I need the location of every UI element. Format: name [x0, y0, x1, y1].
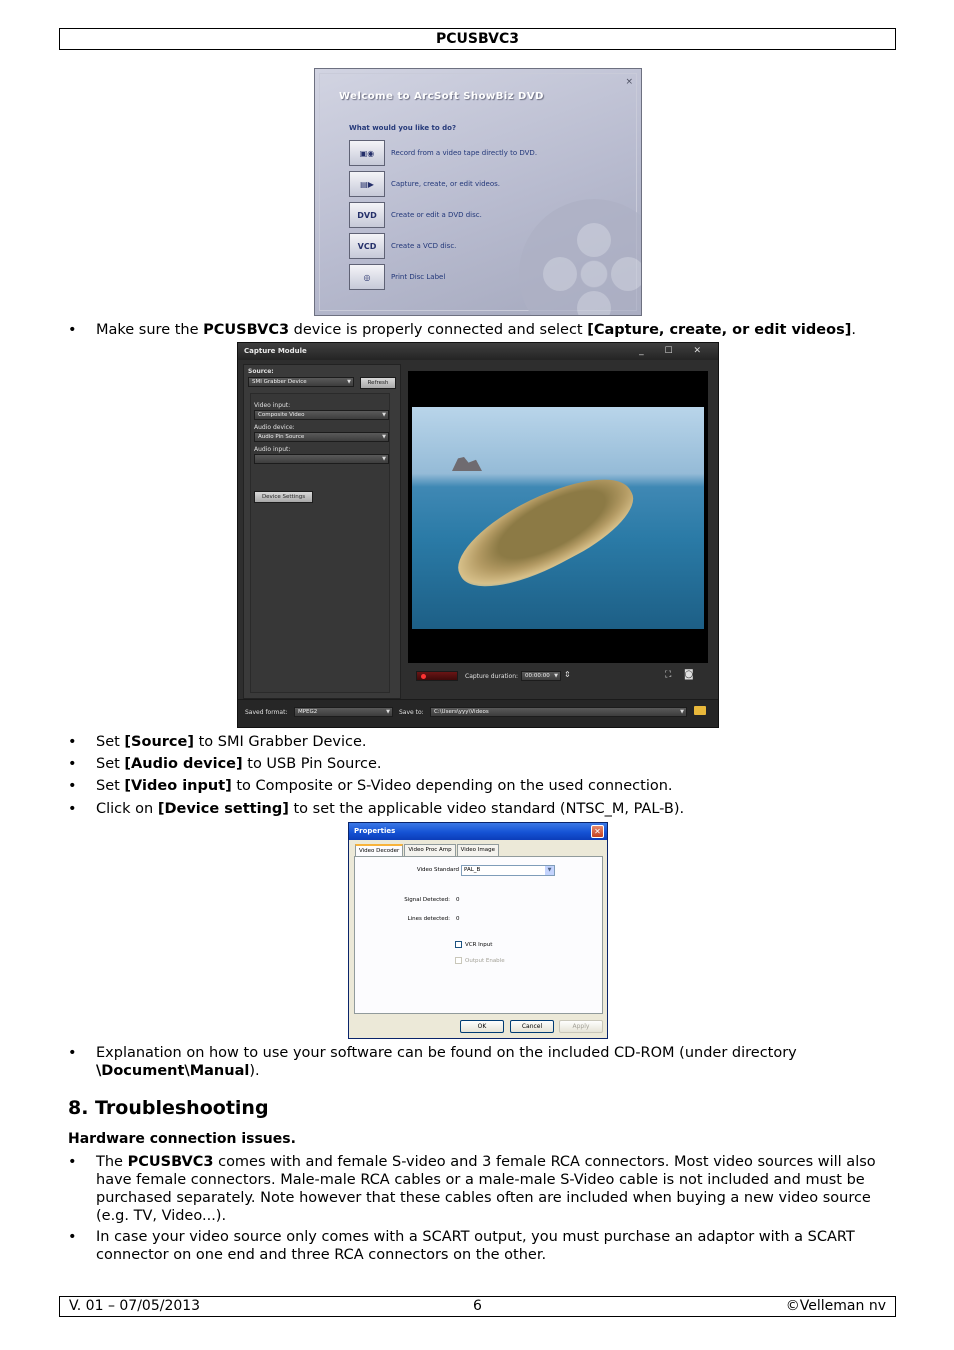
text-run: to SMI Grabber Device.	[193, 734, 367, 750]
audio-input-label: Audio input:	[254, 446, 291, 453]
option-capture[interactable]	[349, 171, 500, 197]
text-run: device is properly connected and select	[289, 322, 588, 338]
signal-detected-value: 0	[456, 897, 460, 903]
tab-video-decoder[interactable]: Video Decoder	[355, 844, 403, 856]
text-run: Set	[96, 756, 125, 772]
text-run: to set the applicable video standard (NTSC_M, PAL-B).	[288, 801, 685, 817]
list-item-text	[96, 755, 896, 773]
option-label: Create or edit a DVD disc.	[391, 211, 482, 219]
text-run: .	[851, 322, 856, 338]
video-tape-icon: ▣◉	[349, 140, 385, 166]
text-run: Set	[96, 778, 125, 794]
refresh-button[interactable]: Refresh	[360, 377, 396, 389]
output-enable-label: Output Enable	[465, 957, 505, 964]
capture-duration-label: Capture duration:	[465, 673, 519, 680]
welcome-question: What would you like to do?	[349, 124, 457, 132]
text-run: to USB Pin Source.	[242, 756, 382, 772]
bold-text: [Device setting]	[157, 801, 289, 817]
output-enable-checkbox	[455, 957, 505, 964]
text-run: Set	[96, 734, 125, 750]
cancel-button[interactable]: Cancel	[510, 1020, 554, 1033]
text-run: Click on	[96, 801, 158, 817]
window-buttons[interactable]: _ ☐ ✕	[639, 346, 710, 356]
text-run: ).	[249, 1063, 260, 1079]
signal-detected-label: Signal Detected:	[404, 897, 450, 903]
tab-video-image[interactable]: Video Image	[457, 844, 499, 856]
source-select[interactable]: SMI Grabber Device ▼	[248, 377, 354, 387]
save-to-label: Save to:	[399, 709, 424, 716]
section-title: 8. Troubleshooting	[68, 1097, 269, 1119]
welcome-title: Welcome to ArcSoft ShowBiz DVD	[339, 91, 544, 102]
video-capture-icon: ▤▶	[349, 171, 385, 197]
video-preview	[408, 371, 708, 663]
section-subtitle: Hardware connection issues.	[68, 1131, 296, 1147]
footer-page-number: 6	[473, 1298, 482, 1314]
vcr-input-checkbox[interactable]	[455, 941, 492, 948]
bold-text: PCUSBVC3	[127, 1154, 214, 1170]
vcd-disc-icon: VCD	[349, 233, 385, 259]
footer-version: V. 01 – 07/05/2013	[69, 1298, 201, 1314]
spinner-icon[interactable]: ⇕	[564, 670, 571, 679]
properties-tabs	[355, 844, 500, 856]
footer-copyright: ©Velleman nv	[785, 1298, 886, 1314]
capture-module-screenshot	[237, 342, 719, 728]
saved-format-select[interactable]: MPEG2 ▼	[294, 707, 393, 717]
video-input-select[interactable]: Composite Video ▼	[254, 410, 389, 420]
capture-controls	[408, 665, 708, 689]
ok-button[interactable]: OK	[460, 1020, 504, 1033]
bold-text: [Audio device]	[124, 756, 243, 772]
close-icon[interactable]: ×	[625, 77, 633, 87]
option-dvd[interactable]	[349, 202, 482, 228]
text-run: Explanation on how to use your software can be found on the included CD-ROM (under directory	[96, 1045, 797, 1061]
audio-device-label: Audio device:	[254, 424, 295, 431]
device-settings-button[interactable]: Device Settings	[254, 491, 313, 503]
record-button[interactable]	[416, 671, 458, 681]
apply-button: Apply	[559, 1020, 603, 1033]
lines-detected-value: 0	[456, 916, 460, 922]
saved-format-label: Saved format:	[245, 709, 288, 716]
welcome-screenshot	[314, 68, 642, 316]
bold-text: \Document\Manual	[96, 1063, 250, 1079]
video-standard-select[interactable]: PAL_B ▼	[461, 865, 555, 876]
list-item-text	[96, 1228, 896, 1264]
checkbox-box	[455, 957, 462, 964]
save-to-select[interactable]: C:\Users\yyy\Videos ▼	[430, 707, 687, 717]
text-run: comes with and female S-video and 3 female RCA connectors. Most video sources will also have female connectors. Male-male RCA cables or a male-male S-Video cable is not included and must be purchased separately. Note however that these cables often are included when buying a new video source (e.g. TV, Video...).	[96, 1154, 876, 1224]
properties-panel	[354, 856, 603, 1014]
text-run: In case your video source only comes with a SCART output, you must purchase an adaptor with a SCART connector on one end and three RCA connectors on the other.	[96, 1229, 855, 1263]
properties-dialog-screenshot	[348, 822, 608, 1039]
text-run: to Composite or S-Video depending on the used connection.	[231, 778, 673, 794]
bold-text: [Source]	[124, 734, 194, 750]
source-label: Source:	[248, 368, 274, 375]
preview-hill	[452, 457, 482, 471]
audio-device-select[interactable]: Audio Pin Source ▼	[254, 432, 389, 442]
vcr-input-label: VCR Input	[465, 941, 493, 948]
list-item-text	[96, 1153, 896, 1225]
text-run: The	[96, 1154, 128, 1170]
video-input-label: Video input:	[254, 402, 291, 409]
properties-title: Properties	[349, 823, 607, 840]
list-item-text	[96, 777, 896, 795]
bold-text: PCUSBVC3	[203, 322, 290, 338]
preview-image	[412, 407, 704, 629]
checkbox-box[interactable]	[455, 941, 462, 948]
option-label: Print Disc Label	[391, 273, 446, 281]
dvd-disc-icon: DVD	[349, 202, 385, 228]
option-vcd[interactable]	[349, 233, 456, 259]
page-footer	[59, 1296, 896, 1317]
page-header	[59, 28, 896, 50]
capture-title: Capture Module	[238, 343, 718, 360]
tab-video-proc-amp[interactable]: Video Proc Amp	[404, 844, 455, 856]
option-record[interactable]	[349, 140, 537, 166]
folder-icon[interactable]	[694, 706, 706, 715]
preview-island	[445, 456, 646, 607]
capture-duration-field[interactable]: 00:00:00 ▼	[521, 671, 561, 681]
option-print-label[interactable]	[349, 264, 445, 290]
disc-label-icon: ◎	[349, 264, 385, 290]
video-standard-label: Video Standard	[416, 867, 459, 873]
audio-input-select[interactable]	[254, 454, 389, 464]
option-label: Create a VCD disc.	[391, 242, 457, 250]
lines-detected-label: Lines detected:	[407, 916, 450, 922]
text-run: Make sure the	[96, 322, 204, 338]
option-label: Capture, create, or edit videos.	[391, 180, 500, 188]
bold-text: [Video input]	[124, 778, 232, 794]
list-item-text	[96, 1044, 896, 1080]
list-item-text	[96, 800, 896, 818]
option-label: Record from a video tape directly to DVD.	[391, 149, 538, 157]
list-item-text	[96, 321, 896, 339]
list-item-text	[96, 733, 896, 751]
close-icon[interactable]: ✕	[591, 825, 604, 838]
snapshot-icon[interactable]: ◙	[684, 669, 694, 680]
header-title: PCUSBVC3	[436, 31, 519, 47]
fullscreen-icon[interactable]: ⛶	[665, 670, 672, 680]
bold-text: [Capture, create, or edit videos]	[587, 322, 852, 338]
